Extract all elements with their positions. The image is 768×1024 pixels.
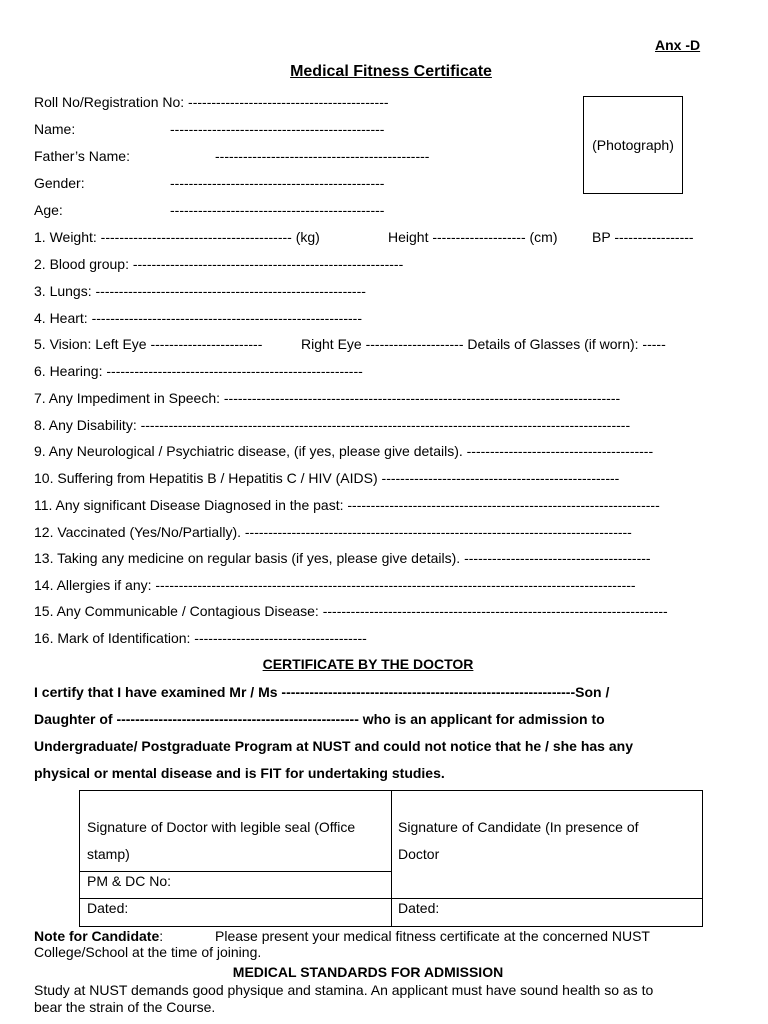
name-dashes: ---------------------------------------------- bbox=[170, 121, 385, 137]
certificate-heading: CERTIFICATE BY THE DOCTOR bbox=[262, 656, 474, 672]
age-label: Age: bbox=[34, 202, 63, 218]
table-divider-dated bbox=[80, 898, 702, 899]
dated-left-label: Dated: bbox=[87, 900, 129, 916]
significant-disease-field: 11. Any significant Disease Diagnosed in the past: ------------------------------------------------------------------- bbox=[34, 497, 660, 513]
certificate-line-2: Daughter of ---------------------------------------------------- who is an applicant for admission to bbox=[34, 711, 605, 727]
candidate-signature-line-1: Signature of Candidate (In presence of bbox=[398, 819, 639, 835]
page-title: Medical Fitness Certificate bbox=[290, 63, 492, 80]
identification-field: 16. Mark of Identification: ------------------------------------- bbox=[34, 630, 367, 646]
vision-left-field: 5. Vision: Left Eye ------------------------ bbox=[34, 336, 263, 352]
gender-label: Gender: bbox=[34, 175, 85, 191]
bp-field: BP ----------------- bbox=[592, 229, 694, 245]
doctor-signature-line-2: stamp) bbox=[87, 846, 130, 862]
allergies-field: 14. Allergies if any: ------------------------------------------------------------------------------------------------------- bbox=[34, 577, 636, 593]
standards-line-2: bear the strain of the Course. bbox=[34, 999, 216, 1015]
note-colon: : bbox=[159, 928, 164, 944]
heart-field: 4. Heart: ---------------------------------------------------------- bbox=[34, 310, 362, 326]
roll-no-field: Roll No/Registration No: ------------------------------------------- bbox=[34, 94, 389, 110]
lungs-field: 3. Lungs: ---------------------------------------------------------- bbox=[34, 283, 366, 299]
gender-dashes: ---------------------------------------------- bbox=[170, 175, 385, 191]
height-field: Height -------------------- (cm) bbox=[388, 229, 558, 245]
name-label: Name: bbox=[34, 121, 76, 137]
table-divider-vertical bbox=[391, 791, 392, 926]
standards-heading: MEDICAL STANDARDS FOR ADMISSION bbox=[232, 964, 504, 980]
pmdc-label: PM & DC No: bbox=[87, 873, 172, 889]
vaccinated-field: 12. Vaccinated (Yes/No/Partially). ----------------------------------------------------------------------------------- bbox=[34, 524, 632, 540]
hepatitis-field: 10. Suffering from Hepatitis B / Hepatitis C / HIV (AIDS) --------------------------------------------------- bbox=[34, 470, 620, 486]
note-for-candidate bbox=[34, 928, 163, 944]
neurological-field: 9. Any Neurological / Psychiatric disease, (if yes, please give details). ---------------------------------------- bbox=[34, 443, 654, 459]
photograph-label: (Photograph) bbox=[592, 137, 674, 153]
father-name-dashes: ---------------------------------------------- bbox=[215, 148, 430, 164]
medicine-field: 13. Taking any medicine on regular basis (if yes, please give details). ---------------------------------------- bbox=[34, 550, 651, 566]
certificate-line-1: I certify that I have examined Mr / Ms ---------------------------------------------------------------Son / bbox=[34, 684, 610, 700]
note-text-line-2: College/School at the time of joining. bbox=[34, 944, 262, 960]
certificate-line-3: Undergraduate/ Postgraduate Program at NUST and could not notice that he / she has any bbox=[34, 738, 633, 754]
note-label: Note for Candidate bbox=[34, 928, 160, 944]
note-text-line-1: Please present your medical fitness certificate at the concerned NUST bbox=[215, 928, 650, 944]
father-name-label: Father’s Name: bbox=[34, 148, 130, 164]
hearing-field: 6. Hearing: ------------------------------------------------------- bbox=[34, 363, 363, 379]
vision-right-field: Right Eye --------------------- Details of Glasses (if worn): ----- bbox=[301, 336, 666, 352]
age-dashes: ---------------------------------------------- bbox=[170, 202, 385, 218]
candidate-signature-line-2: Doctor bbox=[398, 846, 440, 862]
communicable-field: 15. Any Communicable / Contagious Disease: -------------------------------------------------------------------------- bbox=[34, 603, 668, 619]
disability-field: 8. Any Disability: --------------------------------------------------------------------------------------------------------- bbox=[34, 417, 631, 433]
dated-right-label: Dated: bbox=[398, 900, 440, 916]
signature-table bbox=[79, 790, 703, 927]
photograph-box bbox=[583, 96, 683, 194]
doctor-signature-line-1: Signature of Doctor with legible seal (Office bbox=[87, 819, 356, 835]
standards-line-1: Study at NUST demands good physique and stamina. An applicant must have sound health so as to bbox=[34, 982, 654, 998]
weight-field: 1. Weight: ----------------------------------------- (kg) bbox=[34, 229, 320, 245]
annex-label: Anx -D bbox=[655, 37, 701, 53]
speech-field: 7. Any Impediment in Speech: ------------------------------------------------------------------------------------- bbox=[34, 390, 621, 406]
certificate-line-4: physical or mental disease and is FIT for undertaking studies. bbox=[34, 765, 445, 781]
blood-group-field: 2. Blood group: ---------------------------------------------------------- bbox=[34, 256, 404, 272]
